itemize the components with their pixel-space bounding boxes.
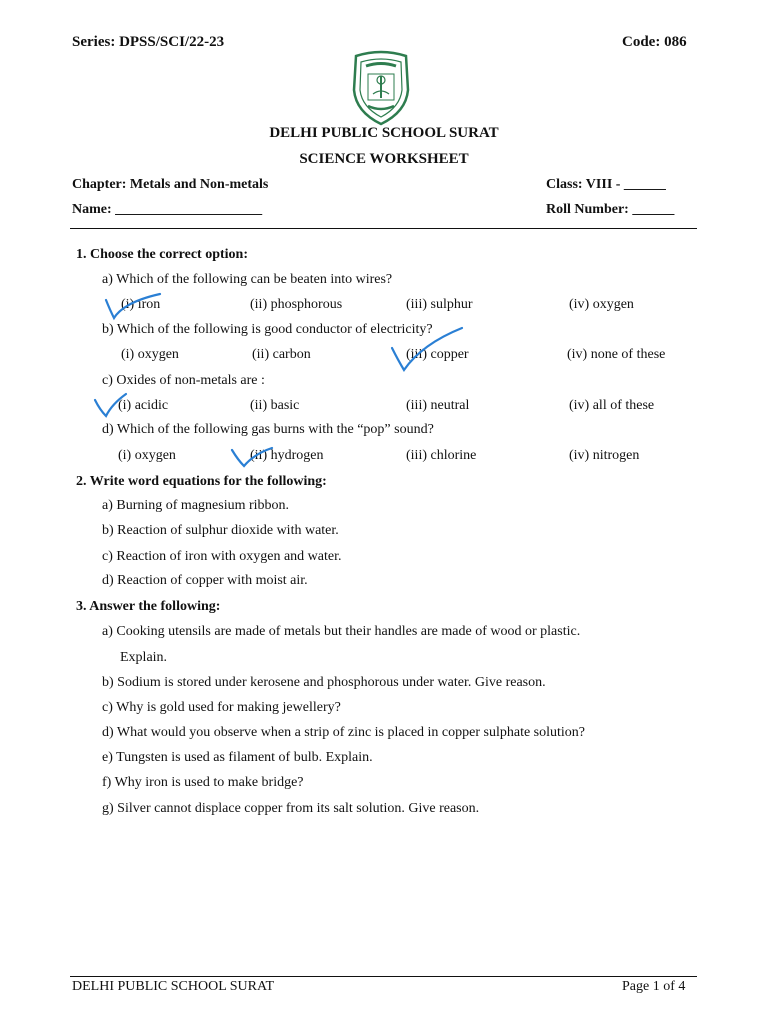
q2-item-a: a) Burning of magnesium ribbon. <box>102 498 290 513</box>
q1b-question: b) Which of the following is good conductor of electricity? <box>102 322 433 337</box>
q1-heading: 1. Choose the correct option: <box>76 247 248 262</box>
page-number: Page 1 of 4 <box>622 979 686 994</box>
q1b-option-1: (i) oxygen <box>121 347 179 362</box>
q3-item-c: c) Why is gold used for making jewellery? <box>102 700 341 715</box>
q1c-question: c) Oxides of non-metals are : <box>102 373 265 388</box>
q1a-option-4: (iv) oxygen <box>569 297 634 312</box>
q3-item-e: e) Tungsten is used as filament of bulb. Explain. <box>102 750 373 765</box>
q1d-option-3: (iii) chlorine <box>406 448 477 463</box>
q2-item-c: c) Reaction of iron with oxygen and water. <box>102 549 342 564</box>
school-logo <box>348 50 414 126</box>
q3-item-d: d) What would you observe when a strip of zinc is placed in copper sulphate solution? <box>102 725 586 740</box>
q1d-option-4: (iv) nitrogen <box>569 448 640 463</box>
tick-mark-q1c <box>92 390 132 420</box>
q2-heading: 2. Write word equations for the following: <box>76 474 327 489</box>
worksheet-title: SCIENCE WORKSHEET <box>299 151 469 167</box>
header-divider <box>70 228 697 229</box>
q1b-option-3: (iii) copper <box>406 347 469 362</box>
q1c-option-3: (iii) neutral <box>406 398 470 413</box>
name-field-label: Name: _____________________ <box>72 202 263 217</box>
q3-item-g: g) Silver cannot displace copper from its salt solution. Give reason. <box>102 801 480 816</box>
q1d-question: d) Which of the following gas burns with the “pop” sound? <box>102 422 434 437</box>
series-label: Series: DPSS/SCI/22-23 <box>72 34 225 50</box>
footer-divider <box>70 976 697 977</box>
roll-number-label: Roll Number: ______ <box>546 202 675 217</box>
chapter-label: Chapter: Metals and Non-metals <box>72 177 269 192</box>
q3-item-f: f) Why iron is used to make bridge? <box>102 775 304 790</box>
q1a-option-3: (iii) sulphur <box>406 297 473 312</box>
q1a-option-2: (ii) phosphorous <box>250 297 343 312</box>
q1c-option-4: (iv) all of these <box>569 398 655 413</box>
q3-heading: 3. Answer the following: <box>76 599 221 614</box>
q1b-option-2: (ii) carbon <box>252 347 311 362</box>
class-label: Class: VIII - ______ <box>546 177 666 192</box>
school-name: DELHI PUBLIC SCHOOL SURAT <box>269 125 499 141</box>
tick-mark-q1b <box>388 322 468 374</box>
q1d-option-1: (i) oxygen <box>118 448 176 463</box>
tick-mark-q1d <box>228 444 278 470</box>
q2-item-d: d) Reaction of copper with moist air. <box>102 573 308 588</box>
tick-mark-q1a <box>100 288 170 322</box>
q1a-question: a) Which of the following can be beaten into wires? <box>102 272 393 287</box>
q1b-option-4: (iv) none of these <box>567 347 666 362</box>
q1a-option-1: (i) iron <box>121 297 161 312</box>
q1c-option-1: (i) acidic <box>118 398 169 413</box>
q1c-option-2: (ii) basic <box>250 398 300 413</box>
footer-school-name: DELHI PUBLIC SCHOOL SURAT <box>72 979 275 994</box>
q3-item-a-continued: Explain. <box>120 650 168 665</box>
q3-item-a: a) Cooking utensils are made of metals but their handles are made of wood or plastic. <box>102 624 581 639</box>
q3-item-b: b) Sodium is stored under kerosene and phosphorous under water. Give reason. <box>102 675 546 690</box>
q1d-option-2: (ii) hydrogen <box>250 448 324 463</box>
code-label: Code: 086 <box>622 34 687 50</box>
q2-item-b: b) Reaction of sulphur dioxide with water. <box>102 523 339 538</box>
